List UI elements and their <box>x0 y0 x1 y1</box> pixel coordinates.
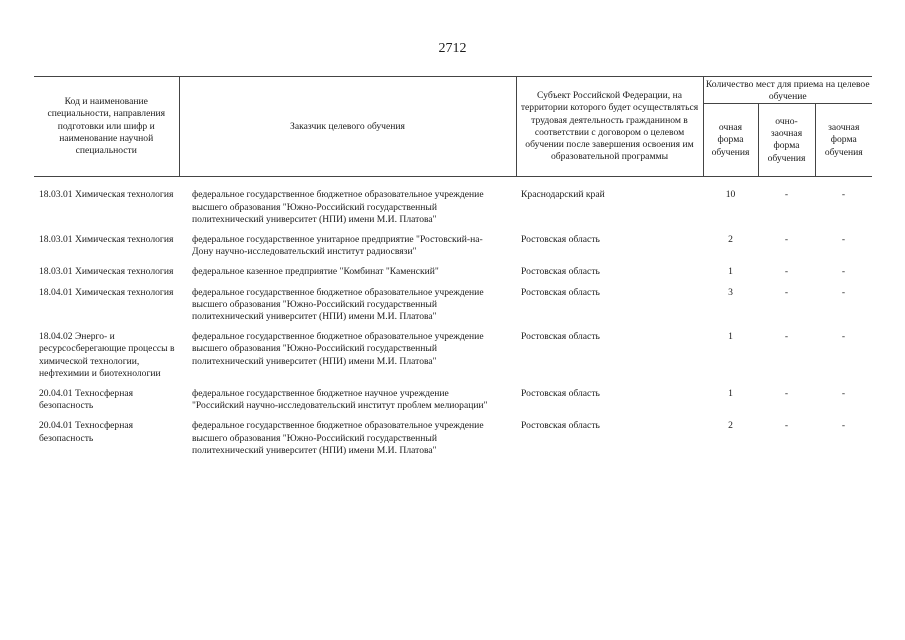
table-row <box>34 266 872 286</box>
row-code: 18.04.02 Энерго- и ресурсосберегающие процессы в химической технологии, нефтехимии и биотехнологии <box>39 331 175 379</box>
row-customer: федеральное государственное бюджетное образовательное учреждение высшего образования "Южно-Российский государственный политехнический университет (НПИ) имени М.И. Платова" <box>192 286 484 323</box>
row-extramural: - <box>841 286 846 298</box>
row-code: 18.03.01 Химическая технология <box>39 234 174 246</box>
row-customer: федеральное казенное предприятие "Комбинат "Каменский" <box>192 266 439 278</box>
row-region: Ростовская область <box>521 286 600 298</box>
row-extramural: - <box>841 420 846 432</box>
header-places: Количество мест для приема на целевое обучение <box>703 77 872 104</box>
table-row <box>34 189 872 234</box>
table-row <box>34 420 872 465</box>
row-part-time: - <box>784 266 789 278</box>
row-customer: федеральное государственное бюджетное образовательное учреждение высшего образования "Южно-Российский государственный политехнический университет (НПИ) имени М.И. Платова" <box>192 189 484 225</box>
table-row <box>34 234 872 266</box>
row-extramural: - <box>841 234 846 246</box>
row-full-time: 1 <box>728 388 733 400</box>
row-full-time: 2 <box>728 234 733 246</box>
row-customer: федеральное государственное бюджетное образовательное учреждение высшего образования "Южно-Российский государственный политехнический университет (НПИ) имени М.И. Платова" <box>192 331 484 367</box>
row-region: Ростовская область <box>521 420 600 432</box>
row-code: 18.03.01 Химическая технология <box>39 266 174 278</box>
row-region: Ростовская область <box>521 331 600 343</box>
row-code: 18.04.01 Химическая технология <box>39 286 174 298</box>
header-code: Код и наименование специальности, направления подготовки или шифр и наименование научной специальности <box>34 77 179 177</box>
page-number: 2712 <box>438 41 467 56</box>
row-extramural: - <box>841 388 846 400</box>
header-region: Субъект Российской Федерации, на территории которого будет осуществляться трудовая деятельность гражданином в соответствии с договором о целевом обучении после завершения освоения им образовательной программы <box>516 77 703 177</box>
header-extramural: заочная форма обучения <box>815 104 872 177</box>
table-header <box>34 77 872 177</box>
row-full-time: 1 <box>728 331 733 343</box>
row-region: Краснодарский край <box>521 189 605 201</box>
row-customer: федеральное государственное бюджетное научное учреждение "Российский научно-исследовательский институт проблем мелиорации" <box>192 388 488 412</box>
row-full-time: 10 <box>725 189 736 201</box>
table-row <box>34 388 872 420</box>
row-extramural: - <box>841 266 846 278</box>
row-extramural: - <box>841 331 846 343</box>
row-code: 18.03.01 Химическая технология <box>39 189 174 201</box>
row-region: Ростовская область <box>521 266 600 278</box>
row-code: 20.04.01 Техносферная безопасность <box>39 420 134 444</box>
allocation-table <box>34 76 872 465</box>
row-region: Ростовская область <box>521 388 600 400</box>
header-part-time: очно-заочная форма обучения <box>758 104 815 177</box>
row-code: 20.04.01 Техносферная безопасность <box>39 388 134 412</box>
row-full-time: 1 <box>728 266 733 278</box>
row-part-time: - <box>784 189 789 201</box>
row-full-time: 3 <box>728 286 733 298</box>
table-body <box>34 177 872 465</box>
row-customer: федеральное государственное унитарное предприятие "Ростовский-на-Дону научно-исследовательский институт радиосвязи" <box>192 234 483 258</box>
row-customer: федеральное государственное бюджетное образовательное учреждение высшего образования "Южно-Российский государственный политехнический университет (НПИ) имени М.И. Платова" <box>192 420 484 456</box>
row-region: Ростовская область <box>521 234 600 246</box>
row-part-time: - <box>784 388 789 400</box>
row-part-time: - <box>784 420 789 432</box>
header-customer: Заказчик целевого обучения <box>179 77 516 177</box>
row-part-time: - <box>784 331 789 343</box>
table-row <box>34 331 872 388</box>
row-part-time: - <box>784 234 789 246</box>
row-full-time: 2 <box>728 420 733 432</box>
table-row <box>34 287 872 332</box>
row-extramural: - <box>841 189 846 201</box>
header-full-time: очная форма обучения <box>703 104 758 177</box>
row-part-time: - <box>784 286 789 298</box>
